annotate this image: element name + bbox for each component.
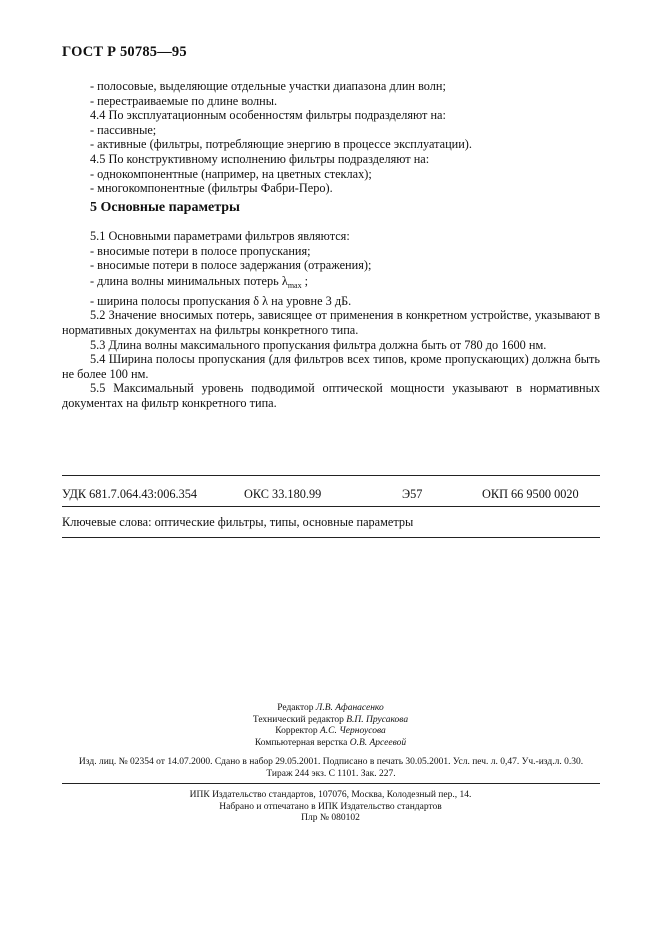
clause-5-1: 5.1 Основными параметрами фильтров являются: [90, 229, 350, 243]
group-code: Э57 [402, 487, 423, 501]
oks-code: ОКС 33.180.99 [244, 487, 322, 501]
clause-5-2: 5.2 Значение вносимых потерь, зависящее от применения в конкретном устройстве, указывают в нормативных документах на фильтры конкретного типа. [62, 308, 600, 337]
list-item: - перестраиваемые по длине волны. [90, 93, 278, 108]
list-item: - пассивные; [90, 122, 157, 137]
print-info-line: Тираж 244 экз. С 1101. Зак. 227. [266, 768, 396, 779]
keywords: Ключевые слова: оптические фильтры, типы, основные параметры [62, 515, 414, 529]
tech-editor-credit [0, 715, 661, 727]
clause-5-3: 5.3 Длина волны максимального пропускания фильтра должна быть от 780 до 1600 нм. [90, 337, 547, 352]
divider-top [62, 475, 600, 476]
editor-name: Л.В. Афанасенко [315, 703, 384, 713]
editor-credit [0, 703, 661, 715]
print-info-line: Изд. лиц. № 02354 от 14.07.2000. Сдано в набор 29.05.2001. Подписано в печать 30.05.2001. Усл. печ. л. 0,47. Уч.-изд.л. 0.30. [78, 757, 584, 767]
corrector-name: А.С. Черноусова [319, 726, 386, 736]
divider-middle [62, 506, 600, 507]
clause-5-5: 5.5 Максимальный уровень подводимой оптической мощности указывают в нормативных документах на фильтр конкретного типа. [62, 381, 600, 410]
list-item: - вносимые потери в полосе задержания (отражения); [90, 258, 372, 273]
layout-credit [0, 738, 661, 750]
document-code: ГОСТ Р 50785—95 [62, 44, 187, 60]
lambda-subscript: max [287, 280, 302, 290]
lambda-text: - длина волны минимальных потерь λ [90, 273, 288, 288]
okp-code: ОКП 66 9500 0020 [482, 487, 579, 501]
list-item: - однокомпонентные (например, на цветных стеклах); [90, 166, 372, 181]
divider-footer [62, 783, 600, 784]
layout-role: Компьютерная верстка [254, 737, 348, 748]
list-item: - вносимые потери в полосе пропускания; [90, 243, 311, 258]
tech-editor-name: В.П. Прусакова [346, 714, 409, 725]
list-item: - ширина полосы пропускания δ λ на уровне 3 дБ. [90, 293, 352, 308]
publisher-line: ИПК Издательство стандартов, 107076, Москва, Колодезный пер., 14. [189, 790, 472, 800]
clause-4-4: 4.4 По эксплуатационным особенностям фильтры подразделяют на: [90, 108, 446, 123]
section-5-body [62, 229, 600, 411]
clause-5-4: 5.4 Ширина полосы пропускания (для фильтров всех типов, кроме пропускающих) должна быть не более 100 нм. [62, 352, 600, 381]
editor-role: Редактор [277, 703, 314, 713]
publisher-block [0, 790, 661, 825]
publisher-line: Набрано и отпечатано в ИПК Издательство стандартов [219, 801, 442, 812]
print-info [62, 757, 600, 780]
clause-4-5: 4.5 По конструктивному исполнению фильтры подразделяют на: [90, 151, 430, 166]
divider-bottom [62, 537, 600, 538]
udk-code: УДК 681.7.064.43:006.354 [62, 487, 198, 501]
corrector-role: Корректор [275, 726, 318, 736]
list-item: - активные (фильтры, потребляющие энергию в процессе эксплуатации). [90, 137, 472, 152]
section-title: 5 Основные параметры [90, 200, 240, 215]
list-item [62, 273, 600, 294]
layout-name: О.В. Арсеевой [349, 737, 407, 748]
credits-block [0, 703, 661, 749]
list-item: - полосовые, выделяющие отдельные участки диапазона длин волн; [90, 79, 446, 93]
corrector-credit [0, 726, 661, 738]
list-item: - многокомпонентные (фильтры Фабри-Перо). [90, 181, 333, 196]
classification-list [62, 79, 600, 196]
publisher-line: Плр № 080102 [301, 813, 360, 823]
lambda-suffix: ; [301, 273, 309, 288]
tech-editor-role: Технический редактор [252, 714, 344, 725]
